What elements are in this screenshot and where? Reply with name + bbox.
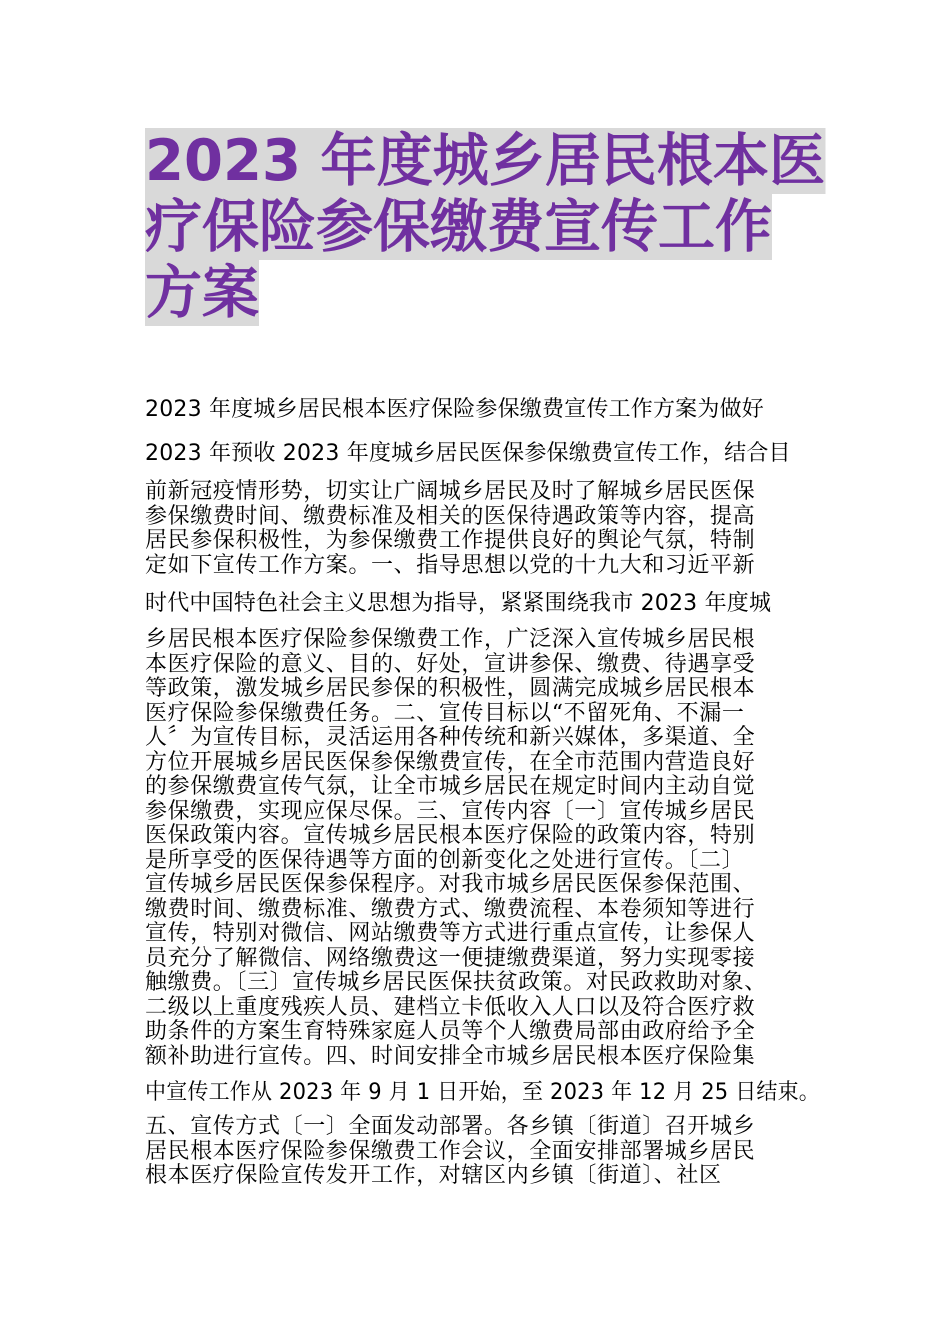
body-line: 是所享受的医保待遇等方面的创新变化之处进行宣传。〔二〕 <box>145 847 745 873</box>
body-line: 缴费时间、缴费标准、缴费方式、缴费流程、本卷须知等进行 <box>145 896 756 922</box>
body-line: 前新冠疫情形势，切实让广阔城乡居民及时了解城乡居民医保 <box>145 479 756 504</box>
body-line: 五、宣传方式〔一〕全面发动部署。各乡镇〔街道〕召开城乡 <box>145 1114 756 1139</box>
body-line: 额补助进行宣传。四、时间安排全市城乡居民根本医疗保险集 <box>145 1043 756 1069</box>
body-line: 居民参保积极性，为参保缴费工作提供良好的舆论气氛，特制 <box>145 528 756 553</box>
body-line: 中宣传工作从 2023 年 9 月 1 日开始，至 2023 年 12 月 25 日结束。 <box>145 1080 821 1105</box>
title-line-1: 2023 年度城乡居民根本医 <box>145 128 826 194</box>
document-body <box>145 396 821 1189</box>
body-line: 2023 年度城乡居民根本医疗保险参保缴费宣传工作方案为做好 <box>145 397 764 422</box>
body-line: 的参保缴费宣传气氛，让全市城乡居民在规定时间内主动自觉 <box>145 774 756 799</box>
body-line: 医保政策内容。宣传城乡居民根本医疗保险的政策内容，特别 <box>145 823 756 848</box>
body-line: 2023 年预收 2023 年度城乡居民医保参保缴费宣传工作，结合目 <box>145 441 791 466</box>
body-line: 医疗保险参保缴费任务。二、宣传目标以“不留死角、不漏一 <box>145 700 745 726</box>
body-line: 根本医疗保险宣传发开工作，对辖区内乡镇〔街道〕、社区 <box>145 1163 722 1188</box>
document-title <box>145 128 826 326</box>
body-line: 参保缴费，实现应保尽保。三、宣传内容〔一〕宣传城乡居民 <box>145 798 756 824</box>
body-line: 定如下宣传工作方案。一、指导思想以党的十九大和习近平新 <box>145 552 756 578</box>
body-line: 宣传城乡居民医保参保程序。对我市城乡居民医保参保范围、 <box>145 872 756 897</box>
body-line: 等政策，激发城乡居民参保的积极性，圆满完成城乡居民根本 <box>145 676 756 701</box>
body-line: 助条件的方案生育特殊家庭人员等个人缴费局部由政府给予全 <box>145 1019 756 1044</box>
body-line: 宣传，特别对微信、网站缴费等方式进行重点宣传，让参保人 <box>145 921 756 946</box>
body-line: 时代中国特色社会主义思想为指导，紧紧围绕我市 2023 年度城 <box>145 591 772 616</box>
body-line: 居民根本医疗保险参保缴费工作会议，全面安排部署城乡居民 <box>145 1138 756 1164</box>
body-line: 参保缴费时间、缴费标准及相关的医保待遇政策等内容，提高 <box>145 503 756 529</box>
body-line: 本医疗保险的意义、目的、好处，宣讲参保、缴费、待遇享受 <box>145 651 756 677</box>
title-line-2: 疗保险参保缴费宣传工作 <box>145 194 772 260</box>
body-line: 员充分了解微信、网络缴费这一便捷缴费渠道，努力实现零接 <box>145 945 756 971</box>
body-line: 方位开展城乡居民医保参保缴费宣传，在全市范围内营造良好 <box>145 749 756 775</box>
body-line: 触缴费。〔三〕宣传城乡居民医保扶贫政策。对民政救助对象、 <box>145 970 767 995</box>
body-line: 二级以上重度残疾人员、建档立卡低收入人口以及符合医疗救 <box>145 994 756 1020</box>
body-line: 人〞为宣传目标，灵活运用各种传统和新兴媒体，多渠道、全 <box>145 725 756 750</box>
title-line-3: 方案 <box>145 260 259 326</box>
body-line: 乡居民根本医疗保险参保缴费工作，广泛深入宣传城乡居民根 <box>145 627 756 652</box>
